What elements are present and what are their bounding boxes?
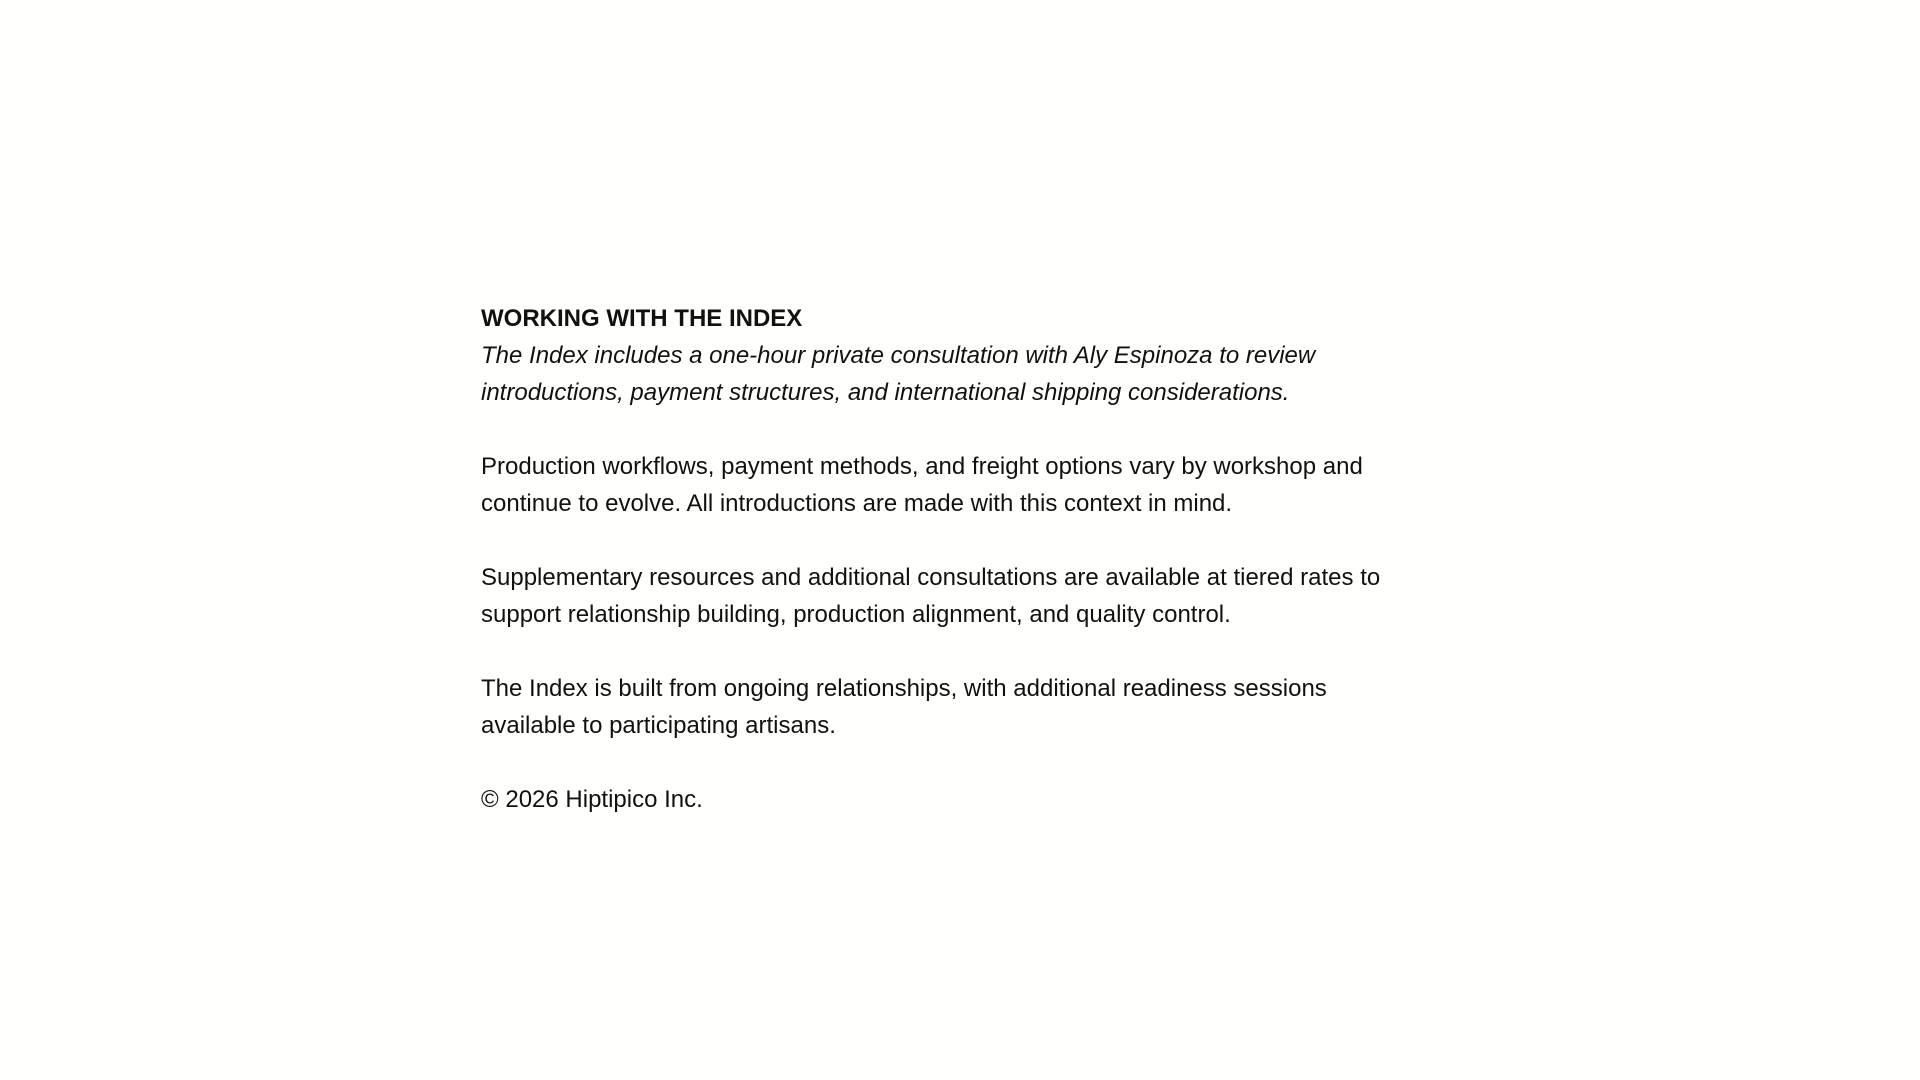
paragraph-workflows: Production workflows, payment methods, and freight options vary by workshop and continue to evolve. All introductions are made with this context in mind. <box>481 453 1363 517</box>
paragraph-resources: Supplementary resources and additional consultations are available at tiered rates to support relationship building, production alignment, and quality control. <box>481 564 1381 628</box>
copyright-notice: © 2026 Hiptipico Inc. <box>481 786 703 813</box>
document-body <box>481 300 1401 818</box>
intro-paragraph: The Index includes a one-hour private consultation with Aly Espinoza to review introductions, payment structures, and international shipping considerations. <box>481 342 1316 406</box>
paragraph-relationships: The Index is built from ongoing relationships, with additional readiness sessions available to participating artisans. <box>481 675 1327 739</box>
section-heading: WORKING WITH THE INDEX <box>481 305 803 332</box>
